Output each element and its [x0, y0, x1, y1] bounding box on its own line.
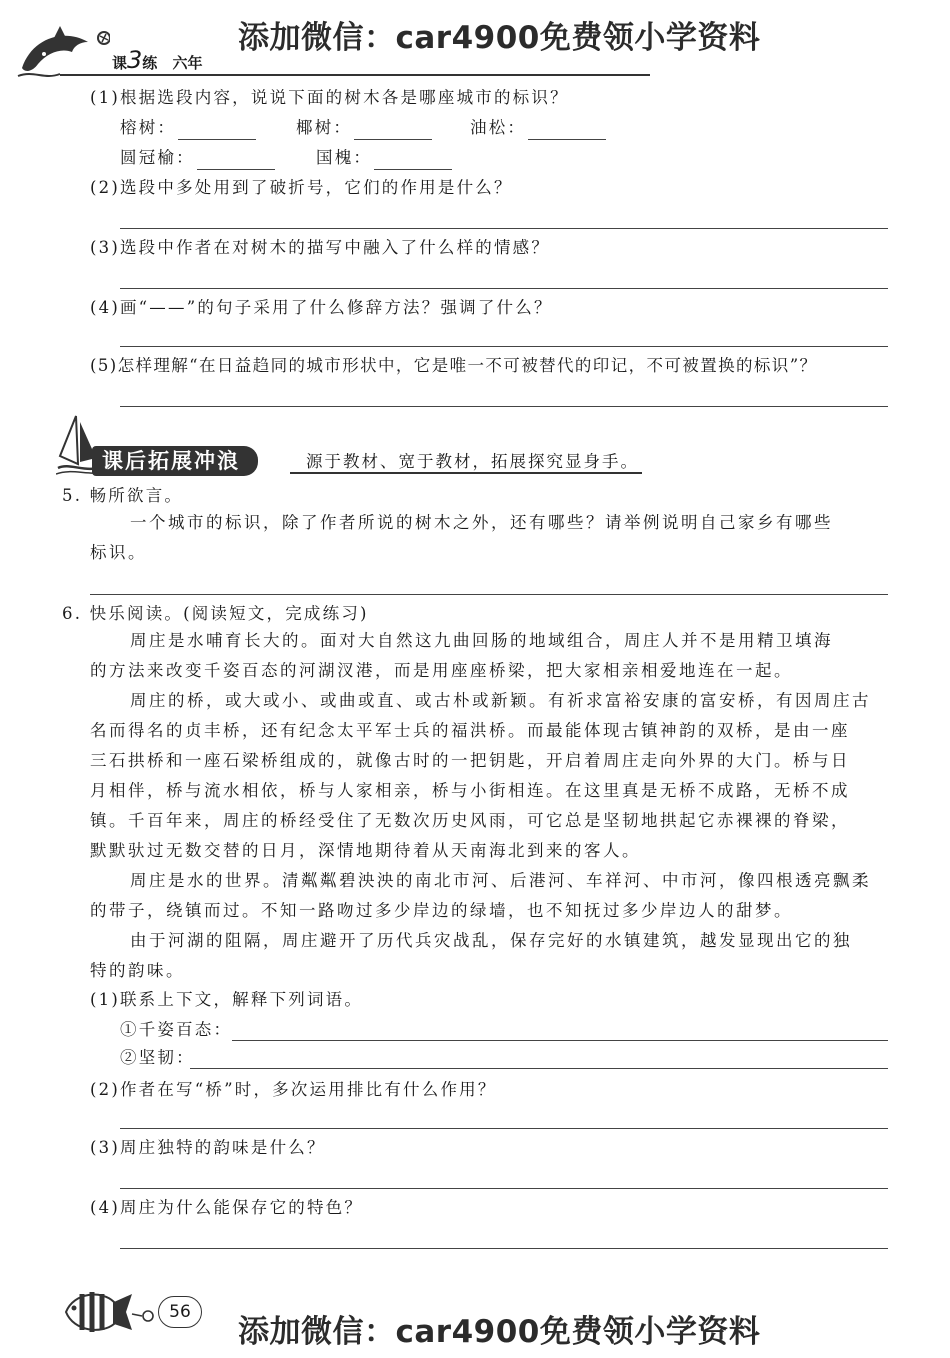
passage-line: 周庄是水的世界。清粼粼碧泱泱的南北市河、后港河、车祥河、中市河，像四根透亮飘柔: [130, 871, 871, 890]
answer-line[interactable]: [190, 1068, 888, 1069]
lesson-label: 课3练 六年: [112, 46, 203, 74]
passage-line: 的方法来改变千姿百态的河湖汊港，而是用座座桥梁，把大家相亲相爱地连在一起。: [90, 661, 793, 680]
fish-icon: [52, 1284, 156, 1338]
tree-banyan: 榕树：: [120, 116, 256, 140]
q5-title: 5. 畅所欲言。: [62, 486, 184, 505]
answer-line[interactable]: [120, 406, 888, 407]
question-1: (1)根据选段内容，说说下面的树木各是哪座城市的标识？: [90, 88, 569, 107]
page-number: 56: [158, 1296, 202, 1328]
vocab-item: ②坚韧：: [120, 1048, 195, 1067]
answer-line[interactable]: [120, 228, 888, 229]
passage-line: 名而得名的贞丰桥，还有纪念太平军士兵的福洪桥。而最能体现古镇神韵的双桥，是由一座: [90, 721, 850, 740]
tree-coconut: 椰树：: [296, 116, 432, 140]
answer-line[interactable]: [120, 288, 888, 289]
q6-sub-4: (4)周庄为什么能保存它的特色？: [90, 1198, 364, 1217]
answer-line[interactable]: [90, 594, 888, 595]
question-3: (3)选段中作者在对树木的描写中融入了什么样的情感？: [90, 238, 551, 257]
passage-line: 三石拱桥和一座石梁桥组成的，就像古时的一把钥匙，开启着周庄走向外界的大门。桥与日: [90, 751, 850, 770]
passage-line: 镇。千百年来，周庄的桥经受住了无数次历史风雨，可它总是坚韧地拱起它赤裸裸的脊梁，: [90, 811, 850, 830]
watermark-bottom: 添加微信：car4900免费领小学资料: [238, 1314, 761, 1350]
section-subtitle: 源于教材、宽于教材，拓展探究显身手。: [306, 452, 639, 471]
vocab-item: ①千姿百态：: [120, 1020, 233, 1039]
q5-line: 标识。: [90, 543, 147, 562]
passage-line: 由于河湖的阻隔，周庄避开了历代兵灾战乱，保存完好的水镇建筑，越发显现出它的独: [130, 931, 852, 950]
passage-line: 特的韵味。: [90, 961, 185, 980]
q6-title: 6. 快乐阅读。(阅读短文，完成练习): [62, 604, 369, 623]
passage-line: 默默驮过无数交替的日月，深情地期待着从天南海北到来的客人。: [90, 841, 641, 860]
header-rule: [60, 74, 650, 76]
tree-elm: 圆冠榆：: [120, 146, 275, 170]
answer-line[interactable]: [232, 1040, 888, 1041]
watermark-top: 添加微信：car4900免费领小学资料: [238, 20, 761, 56]
section-rule: [290, 472, 642, 474]
answer-line[interactable]: [120, 346, 888, 347]
q6-sub-3: (3)周庄独特的韵味是什么？: [90, 1138, 326, 1157]
q6-sub-2: (2)作者在写“桥”时，多次运用排比有什么作用？: [90, 1080, 497, 1099]
question-4: (4)画“——”的句子采用了什么修辞方法？强调了什么？: [90, 298, 553, 317]
tree-pine: 油松：: [470, 116, 606, 140]
passage-line: 月相伴，桥与流水相依，桥与人家相亲，桥与小街相连。在这里真是无桥不成路，无桥不成: [90, 781, 850, 800]
question-2: (2)选段中多处用到了破折号，它们的作用是什么？: [90, 178, 513, 197]
answer-line[interactable]: [120, 1188, 888, 1189]
tree-locust: 国槐：: [316, 146, 452, 170]
answer-blank[interactable]: [178, 121, 256, 140]
answer-line[interactable]: [120, 1128, 888, 1129]
answer-blank[interactable]: [197, 151, 275, 170]
q5-line: 一个城市的标识，除了作者所说的树木之外，还有哪些？请举例说明自己家乡有哪些: [130, 513, 833, 532]
passage-line: 周庄是水哺育长大的。面对大自然这九曲回肠的地域组合，周庄人并不是用精卫填海: [130, 631, 833, 650]
answer-line[interactable]: [120, 1248, 888, 1249]
passage-line: 周庄的桥，或大或小、或曲或直、或古朴或新颖。有祈求富裕安康的富安桥，有因周庄古: [130, 691, 871, 710]
passage-line: 的带子，绕镇而过。不知一路吻过多少岸边的绿墙，也不知抚过多少岸边人的甜梦。: [90, 901, 793, 920]
answer-blank[interactable]: [374, 151, 452, 170]
answer-blank[interactable]: [528, 121, 606, 140]
q6-sub-1: (1)联系上下文，解释下列词语。: [90, 990, 364, 1009]
question-5: (5)怎样理解“在日益趋同的城市形状中，它是唯一不可被替代的印记，不可被置换的标识”？: [90, 356, 818, 375]
answer-blank[interactable]: [354, 121, 432, 140]
section-banner: 课后拓展冲浪: [92, 446, 258, 476]
